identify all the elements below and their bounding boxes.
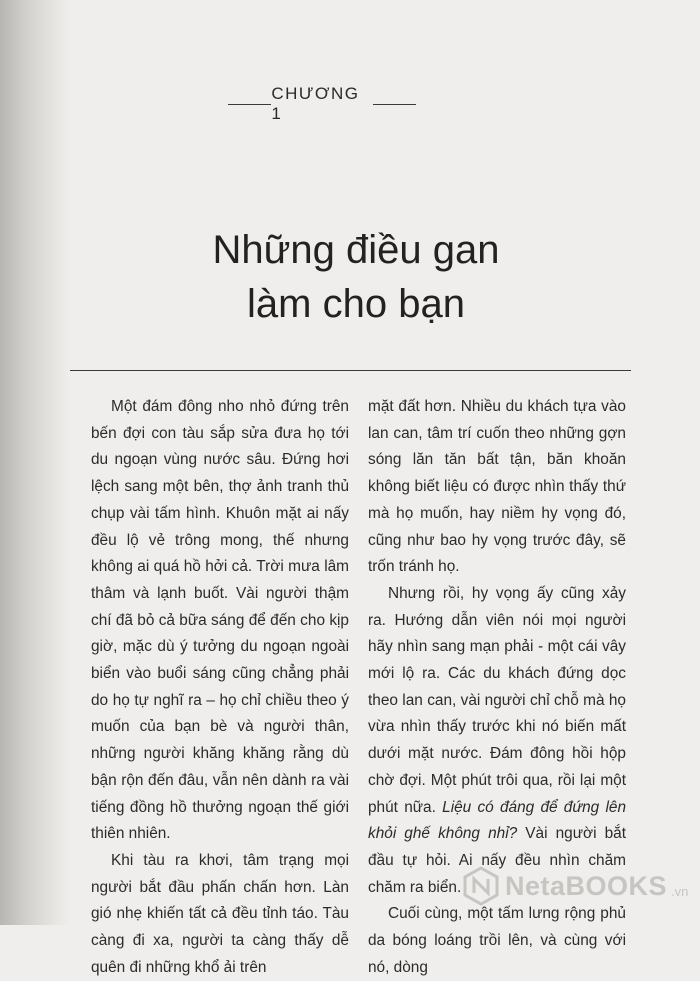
italic-question: Liệu có đáng để đứng lên khỏi ghế không nhỉ? (368, 798, 627, 843)
chapter-rule-right (373, 104, 416, 105)
book-gutter-shadow (0, 0, 70, 925)
chapter-label: CHƯƠNG 1 (271, 84, 360, 123)
chapter-title (100, 223, 612, 331)
chapter-title-line-2: làm cho bạn (247, 281, 465, 326)
paragraph-text: Nhưng rồi, hy vọng ấy cũng xảy ra. Hướng dẫn viên nói mọi người hãy nhìn sang mạn phải - một cái vây mới lộ ra. Các du khách đứng dọc theo lan can, vài người chỉ chỗ mà họ vừa nhìn thấy trước khi nó biến mất dưới mặt nước. Đám đông hồi hộp chờ đợi. Một phút trôi qua, rồi lại một phút nữa. (368, 584, 626, 816)
watermark-suffix: .vn (671, 883, 689, 899)
watermark-logo (461, 864, 688, 908)
paragraph (368, 581, 626, 901)
netabooks-hexagon-icon (461, 866, 501, 906)
chapter-title-line-1: Những điều gan (212, 227, 500, 272)
paragraph: Một đám đông nho nhỏ đứng trên bến đợi con tàu sắp sửa đưa họ tới du ngoạn vùng nước sâu. Đứng hơi lệch sang một bên, thợ ảnh tranh thủ chụp vài tấm hình. Khuôn mặt ai nấy đều lộ vẻ trông mong, thế nhưng không ai quá hồ hởi cả. Trời mưa lâm thâm và lạnh buốt. Vài người thậm chí đã bỏ cả bữa sáng để đến cho kịp giờ, mặc dù ý tưởng du ngoạn ngoài biển vào buổi sáng cũng chẳng phải do họ tự nghĩ ra – họ chỉ chiều theo ý muốn của bạn bè và người thân, những người khăng khăng rằng dù bận rộn đến đâu, vẫn nên dành ra vài tiếng đồng hồ thưởng ngoạn thế giới thiên nhiên. (91, 398, 349, 843)
chapter-rule-left (228, 104, 271, 105)
watermark-brand: NetaBOOKS (505, 870, 668, 901)
chapter-heading (228, 84, 416, 123)
paragraph-text: Vài người bắt đầu tự hỏi. Ai nấy đều nhìn chăm chăm ra biển. (368, 825, 626, 896)
paragraph: Cuối cùng, một tấm lưng rộng phủ da bóng loáng trồi lên, và cùng với nó, dòng (368, 905, 626, 976)
section-divider (70, 370, 631, 371)
paragraph: Khi tàu ra khơi, tâm trạng mọi người bắt đầu phấn chấn hơn. Làn gió nhẹ khiến tất cả đều tỉnh táo. Tàu càng đi xa, người ta càng thấy dễ quên đi những khổ ải trên (91, 851, 349, 976)
paragraph-continuation: mặt đất hơn. Nhiều du khách tựa vào lan can, tâm trí cuốn theo những gợn sóng lăn tăn bất tận, băn khoăn không biết liệu có được nhìn thấy thứ mà họ muốn, hay niềm hy vọng đó, cũng như bao hy vọng trước đây, sẽ trốn tránh họ. (368, 398, 626, 576)
text-column-left (91, 394, 349, 981)
